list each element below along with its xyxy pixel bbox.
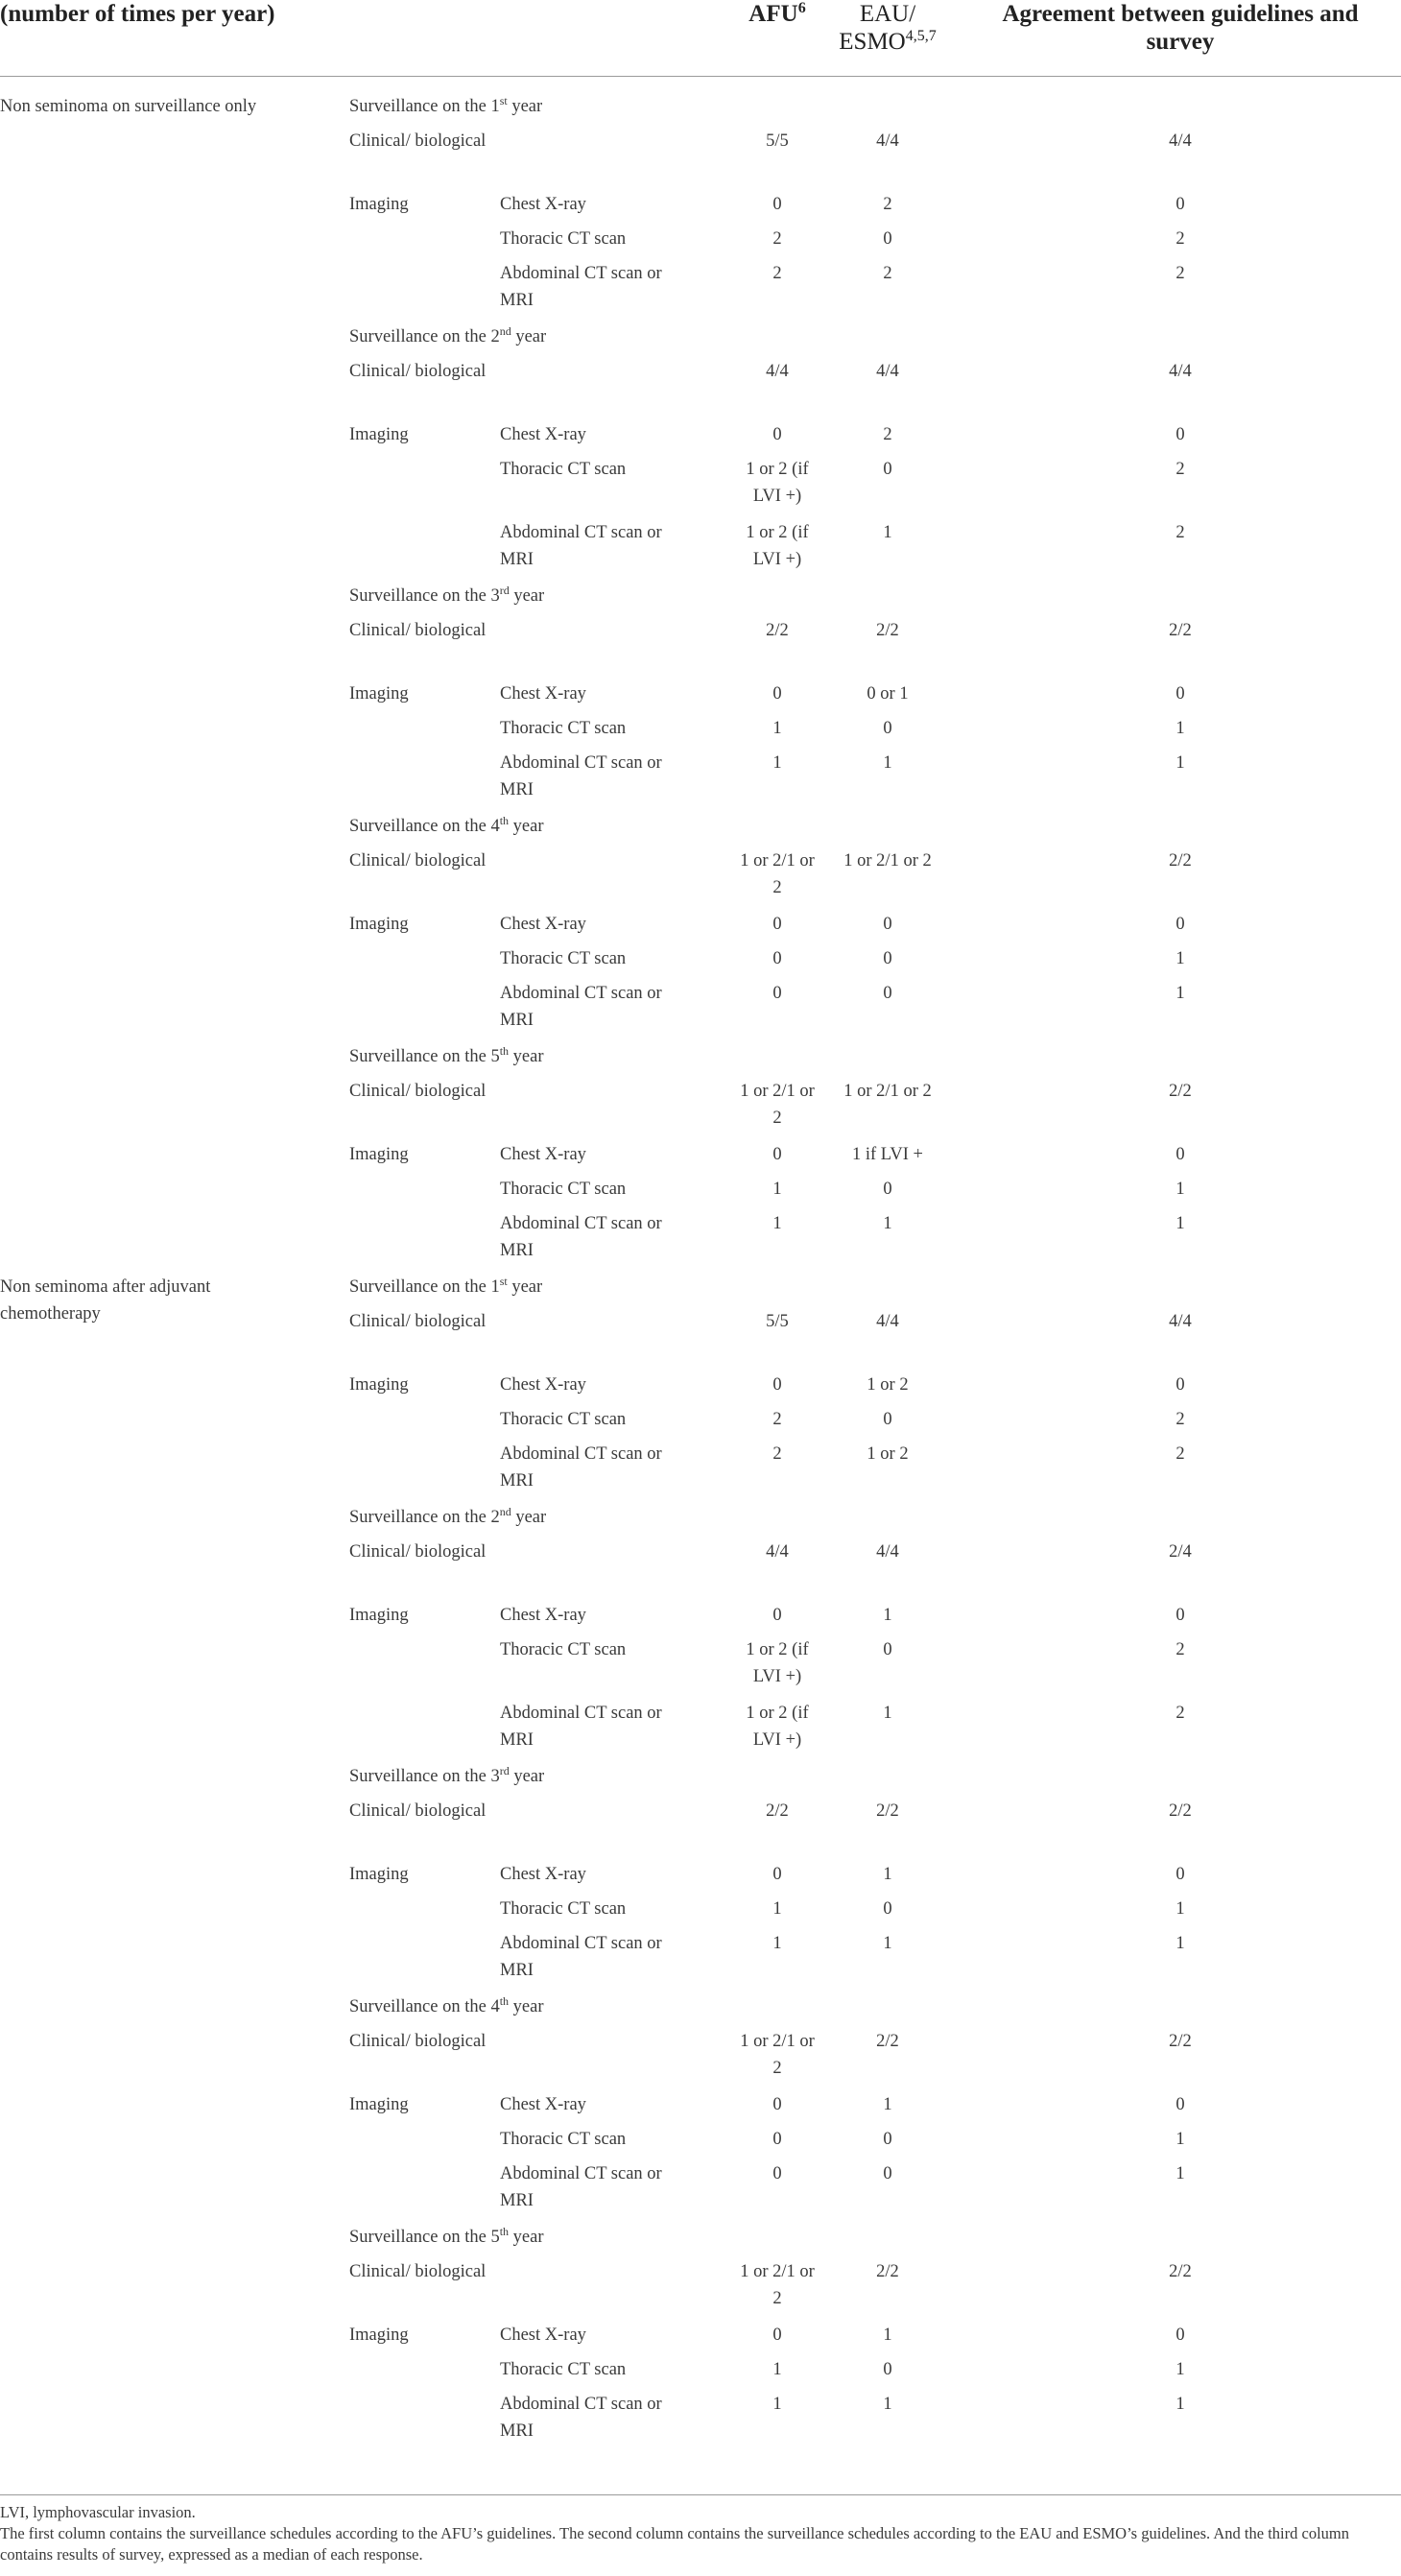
eau-esmo-value: 2/2 xyxy=(876,1801,899,1821)
eau-esmo-value: 1 or 2 xyxy=(867,1375,909,1395)
eau-esmo-value: 0 xyxy=(883,1410,892,1429)
eau-esmo-value: 4/4 xyxy=(876,1542,899,1562)
table-row xyxy=(0,519,1401,583)
year-number: 4 xyxy=(490,1997,500,2016)
table-row xyxy=(0,1176,1401,1210)
table-row xyxy=(0,945,1401,980)
clinical-biological-label: Clinical/ biological xyxy=(349,851,487,871)
year-number: 3 xyxy=(490,586,500,606)
year-word: year xyxy=(513,1767,545,1786)
year-ordinal-suffix: rd xyxy=(499,1764,510,1777)
afu-value: 5/5 xyxy=(766,131,789,151)
table-row xyxy=(0,2091,1401,2126)
footnote-abbreviation: LVI, lymphovascular invasion. xyxy=(0,2503,196,2521)
agreement-value: 2/2 xyxy=(1169,621,1192,640)
eau-esmo-value: 0 xyxy=(883,949,892,968)
table-row xyxy=(0,1504,1401,1538)
year-number: 2 xyxy=(490,1508,500,1527)
imaging-modality: Chest X-ray xyxy=(500,684,586,704)
afu-value: 1 or 2 (if LVI +) xyxy=(746,1640,809,1686)
header-afu-label: AFU xyxy=(748,1,798,27)
table-row xyxy=(0,421,1401,456)
year-number: 3 xyxy=(490,1767,500,1786)
afu-value: 0 xyxy=(772,2095,782,2114)
afu-value: 4/4 xyxy=(766,1542,789,1562)
year-number: 5 xyxy=(490,1047,500,1066)
year-ordinal-suffix: st xyxy=(499,94,508,107)
agreement-value: 1 xyxy=(1175,2360,1185,2379)
afu-value: 1 or 2/1 or 2 xyxy=(740,1082,815,1128)
afu-value: 1 or 2 (if LVI +) xyxy=(746,460,809,506)
imaging-modality: Chest X-ray xyxy=(500,915,586,934)
imaging-modality: Chest X-ray xyxy=(500,1865,586,1884)
table-row xyxy=(0,2322,1401,2356)
eau-esmo-value: 0 xyxy=(883,1899,892,1919)
clinical-biological-label: Clinical/ biological xyxy=(349,1801,487,1821)
surveillance-year-heading xyxy=(349,583,887,609)
agreement-value: 4/4 xyxy=(1169,131,1192,151)
agreement-value: 0 xyxy=(1175,1606,1185,1625)
afu-value: 0 xyxy=(772,2130,782,2149)
agreement-value: 2/4 xyxy=(1169,1542,1192,1562)
eau-esmo-value: 1 or 2 xyxy=(867,1444,909,1464)
agreement-value: 2/2 xyxy=(1169,1801,1192,1821)
eau-esmo-value: 0 xyxy=(883,2360,892,2379)
year-ordinal-suffix: th xyxy=(499,1044,510,1058)
group-label xyxy=(0,93,331,120)
afu-value: 4/4 xyxy=(766,362,789,381)
surveillance-prefix: Surveillance on the xyxy=(349,1508,487,1527)
table-row xyxy=(0,1636,1401,1700)
agreement-value: 2 xyxy=(1175,523,1185,542)
agreement-value: 2/2 xyxy=(1169,2032,1192,2051)
year-ordinal-suffix: th xyxy=(499,814,510,827)
table-row xyxy=(0,617,1401,680)
afu-value: 1 xyxy=(772,2395,782,2414)
agreement-value: 1 xyxy=(1175,2164,1185,2183)
agreement-value: 0 xyxy=(1175,1865,1185,1884)
year-word: year xyxy=(511,1277,543,1297)
year-ordinal-suffix: nd xyxy=(499,1505,511,1518)
header-afu-ref: 6 xyxy=(797,0,806,16)
year-ordinal-suffix: th xyxy=(499,2225,510,2238)
eau-esmo-value: 1 xyxy=(883,1606,892,1625)
table-row xyxy=(0,1538,1401,1602)
eau-esmo-value: 1 if LVI + xyxy=(852,1145,923,1164)
year-word: year xyxy=(512,817,544,836)
surveillance-prefix: Surveillance on the xyxy=(349,1277,487,1297)
table-row xyxy=(0,1602,1401,1636)
imaging-label: Imaging xyxy=(349,195,409,214)
eau-esmo-value: 1 xyxy=(883,523,892,542)
afu-value: 2 xyxy=(772,1444,782,1464)
afu-value: 1 xyxy=(772,1899,782,1919)
afu-value: 1 or 2/1 or 2 xyxy=(740,2032,815,2078)
eau-esmo-value: 0 xyxy=(883,2164,892,2183)
agreement-value: 1 xyxy=(1175,2130,1185,2149)
surveillance-prefix: Surveillance on the xyxy=(349,2228,487,2247)
table-row xyxy=(0,1861,1401,1896)
agreement-value: 2 xyxy=(1175,1410,1185,1429)
agreement-value: 1 xyxy=(1175,719,1185,738)
clinical-biological-label: Clinical/ biological xyxy=(349,1312,487,1331)
eau-esmo-value: 1 xyxy=(883,1934,892,1953)
table-row xyxy=(0,813,1401,847)
year-number: 5 xyxy=(490,2228,500,2247)
table-row xyxy=(0,1896,1401,1930)
eau-esmo-value: 1 xyxy=(883,753,892,773)
afu-value: 0 xyxy=(772,2326,782,2345)
eau-esmo-value: 1 xyxy=(883,2095,892,2114)
eau-esmo-value: 0 xyxy=(883,2130,892,2149)
agreement-value: 0 xyxy=(1175,2326,1185,2345)
afu-value: 1 xyxy=(772,1214,782,1233)
header-first-column: (number of times per year) xyxy=(0,1,275,27)
afu-value: 2 xyxy=(772,1410,782,1429)
table-row xyxy=(0,2126,1401,2160)
afu-value: 5/5 xyxy=(766,1312,789,1331)
table-row xyxy=(0,1441,1401,1504)
afu-value: 1 xyxy=(772,1180,782,1199)
header-eau-line1: EAU/ xyxy=(859,1,916,27)
table-row xyxy=(0,680,1401,715)
table-row xyxy=(0,847,1401,911)
table-row xyxy=(0,2258,1401,2322)
surveillance-year-heading xyxy=(349,1763,887,1790)
table-row xyxy=(0,911,1401,945)
imaging-label: Imaging xyxy=(349,1145,409,1164)
agreement-value: 2 xyxy=(1175,264,1185,283)
afu-value: 0 xyxy=(772,1375,782,1395)
agreement-value: 2 xyxy=(1175,1444,1185,1464)
imaging-modality: Chest X-ray xyxy=(500,425,586,444)
agreement-value: 0 xyxy=(1175,2095,1185,2114)
imaging-modality: Chest X-ray xyxy=(500,2095,586,2114)
imaging-label: Imaging xyxy=(349,915,409,934)
agreement-value: 4/4 xyxy=(1169,362,1192,381)
header-eau-line2: ESMO$^{4,5,7}$ xyxy=(839,28,937,55)
clinical-biological-label: Clinical/ biological xyxy=(349,362,487,381)
afu-value: 0 xyxy=(772,984,782,1003)
year-word: year xyxy=(512,1997,544,2016)
table-row xyxy=(0,1043,1401,1078)
eau-esmo-value: 1 xyxy=(883,1214,892,1233)
eau-esmo-value: 1 or 2/1 or 2 xyxy=(843,851,932,871)
table-row xyxy=(0,1930,1401,1993)
surveillance-year-heading xyxy=(349,1993,887,2020)
surveillance-prefix: Surveillance on the xyxy=(349,1047,487,1066)
agreement-value: 0 xyxy=(1175,684,1185,704)
table-bottom-rule xyxy=(0,2494,1401,2495)
table-row xyxy=(0,226,1401,260)
agreement-value: 2/2 xyxy=(1169,851,1192,871)
imaging-modality: Abdominal CT scan or MRI xyxy=(500,753,662,799)
afu-value: 0 xyxy=(772,425,782,444)
table-row xyxy=(0,260,1401,323)
afu-value: 2/2 xyxy=(766,621,789,640)
imaging-modality: Chest X-ray xyxy=(500,1145,586,1164)
imaging-modality: Thoracic CT scan xyxy=(500,719,627,738)
year-word: year xyxy=(512,1047,544,1066)
table-row xyxy=(0,2224,1401,2258)
year-ordinal-suffix: st xyxy=(499,1275,508,1288)
header-agreement-line1: Agreement between guidelines and xyxy=(1002,1,1359,27)
afu-value: 2/2 xyxy=(766,1801,789,1821)
imaging-label: Imaging xyxy=(349,2095,409,2114)
agreement-value: 2 xyxy=(1175,1704,1185,1723)
agreement-value: 1 xyxy=(1175,1934,1185,1953)
table-row xyxy=(0,1993,1401,2028)
group-label-line: chemotherapy xyxy=(0,1304,101,1324)
table-row xyxy=(0,1210,1401,1274)
agreement-value: 1 xyxy=(1175,1214,1185,1233)
agreement-value: 0 xyxy=(1175,195,1185,214)
imaging-modality: Abdominal CT scan or MRI xyxy=(500,1214,662,1260)
imaging-modality: Thoracic CT scan xyxy=(500,2360,627,2379)
imaging-modality: Chest X-ray xyxy=(500,195,586,214)
surveillance-prefix: Surveillance on the xyxy=(349,817,487,836)
eau-esmo-value: 4/4 xyxy=(876,362,899,381)
agreement-value: 0 xyxy=(1175,1145,1185,1164)
table-row xyxy=(0,715,1401,750)
afu-value: 1 xyxy=(772,2360,782,2379)
group-label-line: Non seminoma after adjuvant xyxy=(0,1277,211,1297)
eau-esmo-value: 4/4 xyxy=(876,1312,899,1331)
year-ordinal-suffix: nd xyxy=(499,324,511,338)
eau-esmo-value: 0 xyxy=(883,1180,892,1199)
surveillance-year-heading xyxy=(349,93,887,120)
imaging-modality: Abdominal CT scan or MRI xyxy=(500,2164,662,2210)
imaging-modality: Thoracic CT scan xyxy=(500,460,627,479)
agreement-value: 1 xyxy=(1175,1180,1185,1199)
clinical-biological-label: Clinical/ biological xyxy=(349,131,487,151)
imaging-label: Imaging xyxy=(349,1375,409,1395)
imaging-label: Imaging xyxy=(349,684,409,704)
imaging-modality: Abdominal CT scan or MRI xyxy=(500,1704,662,1750)
agreement-value: 1 xyxy=(1175,1899,1185,1919)
afu-value: 0 xyxy=(772,684,782,704)
year-number: 4 xyxy=(490,817,500,836)
eau-esmo-value: 1 xyxy=(883,1704,892,1723)
imaging-modality: Chest X-ray xyxy=(500,2326,586,2345)
surveillance-prefix: Surveillance on the xyxy=(349,586,487,606)
imaging-modality: Abdominal CT scan or MRI xyxy=(500,1444,662,1491)
imaging-modality: Abdominal CT scan or MRI xyxy=(500,984,662,1030)
year-word: year xyxy=(511,97,543,116)
table-row xyxy=(0,128,1401,191)
imaging-label: Imaging xyxy=(349,1606,409,1625)
imaging-label: Imaging xyxy=(349,2326,409,2345)
table-row xyxy=(0,1141,1401,1176)
agreement-value: 0 xyxy=(1175,1375,1185,1395)
afu-value: 0 xyxy=(772,195,782,214)
eau-esmo-value: 1 or 2/1 or 2 xyxy=(843,1082,932,1101)
eau-esmo-value: 0 xyxy=(883,229,892,249)
table-row xyxy=(0,583,1401,617)
eau-esmo-value: 2/2 xyxy=(876,621,899,640)
surveillance-year-heading xyxy=(349,1043,887,1070)
table-row xyxy=(0,980,1401,1043)
table-row xyxy=(0,456,1401,519)
table-row xyxy=(0,750,1401,813)
afu-value: 0 xyxy=(772,949,782,968)
table-row xyxy=(0,2391,1401,2454)
eau-esmo-value: 1 xyxy=(883,1865,892,1884)
afu-value: 0 xyxy=(772,2164,782,2183)
imaging-modality: Thoracic CT scan xyxy=(500,1899,627,1919)
afu-value: 0 xyxy=(772,1606,782,1625)
agreement-value: 1 xyxy=(1175,2395,1185,2414)
agreement-value: 2/2 xyxy=(1169,1082,1192,1101)
imaging-modality: Chest X-ray xyxy=(500,1375,586,1395)
surveillance-year-heading xyxy=(349,1504,887,1531)
imaging-modality: Thoracic CT scan xyxy=(500,949,627,968)
table-row xyxy=(0,93,1401,128)
table-row xyxy=(0,1700,1401,1763)
year-ordinal-suffix: th xyxy=(499,1994,510,2008)
footnote-explanation: The first column contains the surveillance schedules according to the AFU’s guidelines. The second column contains the surveillance schedules according to the EAU and ESMO’s guidelines. And the third column contains results of survey, expressed as a median of each response. xyxy=(0,2524,1349,2564)
imaging-modality: Abdominal CT scan or MRI xyxy=(500,2395,662,2441)
imaging-modality: Thoracic CT scan xyxy=(500,1180,627,1199)
imaging-modality: Abdominal CT scan or MRI xyxy=(500,1934,662,1980)
clinical-biological-label: Clinical/ biological xyxy=(349,2262,487,2281)
year-number: 2 xyxy=(490,327,500,346)
table-row xyxy=(0,191,1401,226)
eau-esmo-value: 0 xyxy=(883,719,892,738)
year-ordinal-suffix: rd xyxy=(499,584,510,597)
afu-value: 1 or 2/1 or 2 xyxy=(740,851,815,897)
agreement-value: 2 xyxy=(1175,229,1185,249)
eau-esmo-value: 0 or 1 xyxy=(867,684,909,704)
table-row xyxy=(0,323,1401,358)
imaging-modality: Thoracic CT scan xyxy=(500,229,627,249)
afu-value: 2 xyxy=(772,229,782,249)
year-word: year xyxy=(515,1508,547,1527)
eau-esmo-value: 0 xyxy=(883,915,892,934)
clinical-biological-label: Clinical/ biological xyxy=(349,621,487,640)
afu-value: 0 xyxy=(772,1145,782,1164)
year-word: year xyxy=(512,2228,544,2247)
imaging-label: Imaging xyxy=(349,425,409,444)
surveillance-prefix: Surveillance on the xyxy=(349,1997,487,2016)
afu-value: 1 xyxy=(772,753,782,773)
year-word: year xyxy=(513,586,545,606)
clinical-biological-label: Clinical/ biological xyxy=(349,1542,487,1562)
eau-esmo-value: 2/2 xyxy=(876,2262,899,2281)
surveillance-prefix: Surveillance on the xyxy=(349,327,487,346)
agreement-value: 2 xyxy=(1175,1640,1185,1659)
surveillance-year-heading xyxy=(349,323,887,350)
year-number: 1 xyxy=(490,97,500,116)
agreement-value: 4/4 xyxy=(1169,1312,1192,1331)
eau-esmo-value: 1 xyxy=(883,2395,892,2414)
eau-esmo-value: 2 xyxy=(883,425,892,444)
imaging-modality: Thoracic CT scan xyxy=(500,1640,627,1659)
year-word: year xyxy=(515,327,547,346)
agreement-value: 0 xyxy=(1175,425,1185,444)
afu-value: 1 xyxy=(772,719,782,738)
imaging-modality: Chest X-ray xyxy=(500,1606,586,1625)
surveillance-year-heading xyxy=(349,2224,887,2251)
afu-value: 1 or 2 (if LVI +) xyxy=(746,1704,809,1750)
table-row xyxy=(0,1798,1401,1861)
agreement-value: 2/2 xyxy=(1169,2262,1192,2281)
agreement-value: 1 xyxy=(1175,949,1185,968)
eau-esmo-value: 2 xyxy=(883,264,892,283)
table-row xyxy=(0,2356,1401,2391)
surveillance-year-heading xyxy=(349,813,887,840)
clinical-biological-label: Clinical/ biological xyxy=(349,1082,487,1101)
afu-value: 2 xyxy=(772,264,782,283)
afu-value: 0 xyxy=(772,915,782,934)
table-row xyxy=(0,1308,1401,1371)
imaging-modality: Abdominal CT scan or MRI xyxy=(500,523,662,569)
table-row xyxy=(0,358,1401,421)
afu-value: 1 or 2/1 or 2 xyxy=(740,2262,815,2308)
agreement-value: 0 xyxy=(1175,915,1185,934)
imaging-label: Imaging xyxy=(349,1865,409,1884)
year-number: 1 xyxy=(490,1277,500,1297)
surveillance-year-heading xyxy=(349,1274,887,1300)
imaging-modality: Thoracic CT scan xyxy=(500,1410,627,1429)
agreement-value: 1 xyxy=(1175,753,1185,773)
eau-esmo-value: 4/4 xyxy=(876,131,899,151)
header-agreement-line2: survey xyxy=(1146,29,1215,55)
afu-value: 1 xyxy=(772,1934,782,1953)
group-label-line: Non seminoma on surveillance only xyxy=(0,97,257,116)
eau-esmo-value: 1 xyxy=(883,2326,892,2345)
agreement-value: 1 xyxy=(1175,984,1185,1003)
clinical-biological-label: Clinical/ biological xyxy=(349,2032,487,2051)
table-row xyxy=(0,1371,1401,1406)
imaging-modality: Thoracic CT scan xyxy=(500,2130,627,2149)
table-row xyxy=(0,2160,1401,2224)
table-row xyxy=(0,1406,1401,1441)
table-row xyxy=(0,1763,1401,1798)
eau-esmo-value: 2/2 xyxy=(876,2032,899,2051)
eau-esmo-value: 0 xyxy=(883,1640,892,1659)
surveillance-prefix: Surveillance on the xyxy=(349,97,487,116)
header-eau-ref: 4,5,7 xyxy=(905,28,937,44)
afu-value: 1 or 2 (if LVI +) xyxy=(746,523,809,569)
table-row xyxy=(0,2028,1401,2091)
table-row xyxy=(0,1078,1401,1141)
afu-value: 0 xyxy=(772,1865,782,1884)
surveillance-prefix: Surveillance on the xyxy=(349,1767,487,1786)
eau-esmo-value: 0 xyxy=(883,984,892,1003)
table-footnotes xyxy=(0,2502,1382,2565)
imaging-modality: Abdominal CT scan or MRI xyxy=(500,264,662,310)
eau-esmo-value: 2 xyxy=(883,195,892,214)
eau-esmo-value: 0 xyxy=(883,460,892,479)
agreement-value: 2 xyxy=(1175,460,1185,479)
